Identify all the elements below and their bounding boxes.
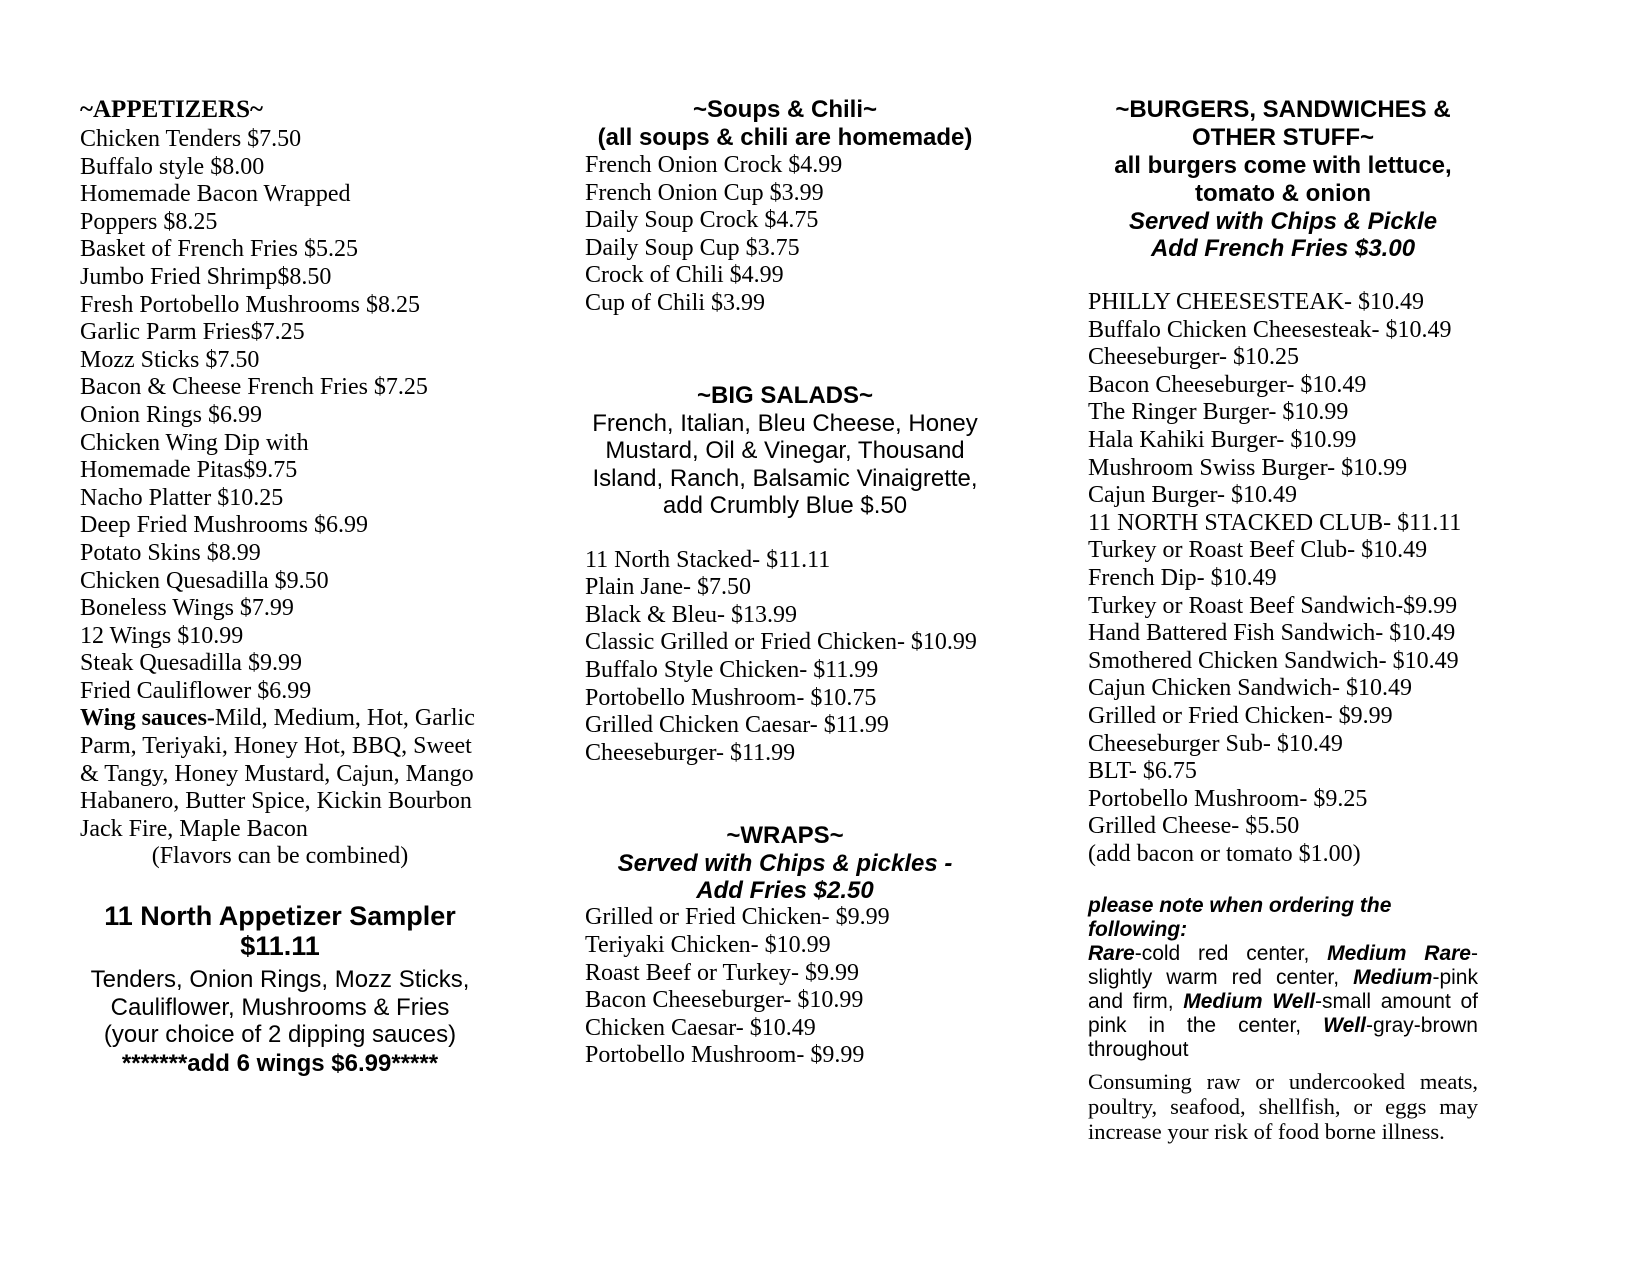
menu-item-line: Cajun Chicken Sandwich- $10.49 [1088,675,1412,702]
menu-item-line: Cheeseburger Sub- $10.49 [1088,730,1343,757]
doneness-paragraph [1088,942,1478,1061]
wing-sauces-label: Wing sauces- [80,705,215,732]
menu-item-line: Chicken Wing Dip with [80,429,309,456]
doneness-desc: -small amount of pink in the center, [1088,990,1478,1037]
menu-item-line: Buffalo Chicken Cheesesteak- $10.49 [1088,316,1452,343]
appetizers-section [80,96,480,1078]
menu-item-line: Portobello Mushroom- $9.99 [585,1042,865,1069]
notes-heading: please note when ordering the following: [1088,894,1392,942]
dressing-line: French, Italian, Bleu Cheese, Honey [592,409,978,437]
sampler-wings-line: *******add 6 wings $6.99***** [121,1049,439,1077]
menu-item-line: Grilled Chicken Caesar- $11.99 [585,712,889,739]
menu-item-line: Basket of French Fries $5.25 [80,236,358,263]
menu-item-line: Daily Soup Crock $4.75 [585,207,819,234]
sampler-line: (your choice of 2 dipping sauces) [103,1021,457,1049]
doneness-term: Medium [1353,966,1433,990]
doneness-desc: -pink and firm, [1088,966,1478,1014]
menu-item-line: Bacon Cheeseburger- $10.49 [1088,371,1367,398]
menu-item-line: Plain Jane- $7.50 [585,574,751,601]
menu-item-line: Fresh Portobello Mushrooms $8.25 [80,291,421,318]
doneness-desc: -gray-brown throughout [1088,1013,1478,1061]
wraps-subtitle-line: Add Fries $2.50 [696,877,874,905]
menu-item-line: Grilled Cheese- $5.50 [1088,813,1300,840]
menu-item-line: 12 Wings $10.99 [80,622,244,649]
menu-item-line: Smothered Chicken Sandwich- $10.49 [1088,647,1459,674]
dressing-line: add Crumbly Blue $.50 [662,492,908,520]
menu-item-line: Nacho Platter $10.25 [80,484,284,511]
burgers-served-note [1088,208,1478,262]
burgers-items [1088,289,1478,868]
doneness-desc: -slightly warm red center, [1088,942,1478,990]
burgers-section [1088,96,1478,1144]
wing-sauces-first-line [80,705,480,733]
sampler-title: 11 North Appetizer Sampler [104,901,456,932]
menu-item-line: Boneless Wings $7.99 [80,595,294,622]
wraps-subtitle [585,850,985,904]
menu-item-line: Bacon Cheeseburger- $10.99 [585,987,864,1014]
menu-item-line: Buffalo style $8.00 [80,153,265,180]
salads-section [585,382,985,768]
menu-item-line: (add bacon or tomato $1.00) [1088,840,1361,867]
menu-item-line: Onion Rings $6.99 [80,401,263,428]
appetizers-items [80,126,480,705]
dressing-line: Mustard, Oil & Vinegar, Thousand [605,437,965,465]
menu-item-line: Mushroom Swiss Burger- $10.99 [1088,454,1408,481]
salads-items [585,547,985,768]
sampler-line: Cauliflower, Mushrooms & Fries [110,993,450,1021]
menu-item-line: Classic Grilled or Fried Chicken- $10.99 [585,629,977,656]
dressing-line: Island, Ranch, Balsamic Vinaigrette, [592,464,978,492]
menu-item-line: Grilled or Fried Chicken- $9.99 [1088,702,1393,729]
menu-item-line: Daily Soup Cup $3.75 [585,234,800,261]
menu-item-line: Chicken Caesar- $10.49 [585,1014,816,1041]
menu-item-line: 11 NORTH STACKED CLUB- $11.11 [1088,509,1462,536]
wing-sauces-line: Habanero, Butter Spice, Kickin Bourbon [80,788,472,815]
menu-item-line: Hala Kahiki Burger- $10.99 [1088,426,1357,453]
menu-item-line: Cheeseburger- $10.25 [1088,344,1300,371]
menu-item-line: Chicken Tenders $7.50 [80,126,302,152]
salads-dressings [585,410,985,520]
burgers-served-line: Add French Fries $3.00 [1150,235,1416,262]
sampler-block [80,901,480,1078]
doneness-term: Medium Well [1183,990,1316,1014]
wing-sauces-line: Parm, Teriyaki, Honey Hot, BBQ, Sweet [80,733,472,760]
menu-item-line: Poppers $8.25 [80,208,218,235]
menu-item-line: Cheeseburger- $11.99 [585,739,796,766]
menu-item-line: BLT- $6.75 [1088,758,1197,785]
food-safety-disclaimer: Consuming raw or undercooked meats, poultry, seafood, shellfish, or eggs may increase your risk of food borne illness. [1088,1069,1478,1144]
appetizers-title: ~APPETIZERS~ [80,96,263,123]
burgers-title [1088,96,1478,152]
menu-item-line: Portobello Mushroom- $9.25 [1088,785,1368,812]
wraps-items [585,904,985,1070]
menu-item-line: 11 North Stacked- $11.11 [585,546,831,573]
soups-items [585,152,985,318]
wing-sauces-line: Jack Fire, Maple Bacon [80,815,308,842]
menu-item-line: Portobello Mushroom- $10.75 [585,684,877,711]
wraps-title: ~WRAPS~ [726,822,844,850]
salads-title: ~BIG SALADS~ [696,381,874,409]
menu-item-line: Turkey or Roast Beef Club- $10.49 [1088,537,1428,564]
menu-item-line: Cajun Burger- $10.49 [1088,482,1298,509]
menu-item-line: PHILLY CHEESESTEAK- $10.49 [1088,289,1425,315]
menu-item-line: Potato Skins $8.99 [80,539,261,566]
wraps-section [585,822,985,1070]
menu-item-line: Black & Bleu- $13.99 [585,601,797,628]
wing-sauces-text: Mild, Medium, Hot, Garlic [214,705,475,732]
wing-sauces-rest [80,733,480,843]
menu-item-line: Mozz Sticks $7.50 [80,346,260,373]
menu-item-line: Steak Quesadilla $9.99 [80,650,302,677]
menu-item-line: The Ringer Burger- $10.99 [1088,399,1349,426]
doneness-term: Rare [1088,942,1135,966]
menu-item-line: Cup of Chili $3.99 [585,289,766,316]
soups-subtitle: (all soups & chili are homemade) [597,124,973,151]
wraps-subtitle-line: Served with Chips & pickles - [617,850,953,878]
flavors-note: (Flavors can be combined) [151,843,409,870]
wing-sauces [80,705,480,843]
menu-item-line: Fried Cauliflower $6.99 [80,677,312,704]
menu-item-line: Teriyaki Chicken- $10.99 [585,931,831,958]
menu-item-line: Turkey or Roast Beef Sandwich-$9.99 [1088,592,1458,619]
middle-column [585,96,985,1070]
doneness-desc: -cold red center, [1134,942,1328,966]
menu-item-line: Garlic Parm Fries$7.25 [80,319,305,346]
soups-title: ~Soups & Chili~ [692,96,878,123]
menu-item-line: Buffalo Style Chicken- $11.99 [585,656,879,683]
menu-item-line: Bacon & Cheese French Fries $7.25 [80,374,428,401]
doneness-term: Well [1323,1013,1366,1037]
menu-item-line: Grilled or Fried Chicken- $9.99 [585,904,890,931]
burgers-subtitle [1088,152,1478,208]
menu-item-line: Chicken Quesadilla $9.50 [80,567,329,594]
soups-section [585,96,985,318]
menu-item-line: Crock of Chili $4.99 [585,262,784,289]
sampler-price: $11.11 [240,931,320,962]
doneness-term: Medium Rare [1327,942,1471,966]
ordering-notes [1088,894,1478,1144]
menu-item-line: Roast Beef or Turkey- $9.99 [585,959,859,986]
menu-item-line: French Onion Crock $4.99 [585,152,843,178]
menu-item-line: French Dip- $10.49 [1088,564,1277,591]
burgers-subtitle-line: all burgers come with lettuce, [1114,152,1452,179]
menu-item-line: Hand Battered Fish Sandwich- $10.49 [1088,620,1456,647]
menu-item-line: Deep Fried Mushrooms $6.99 [80,512,368,539]
menu-item-line: French Onion Cup $3.99 [585,179,824,206]
burgers-served-line: Served with Chips & Pickle [1128,208,1438,235]
menu-item-line: Homemade Bacon Wrapped [80,181,351,208]
wing-sauces-line: & Tangy, Honey Mustard, Cajun, Mango [80,760,474,787]
menu-item-line: Homemade Pitas$9.75 [80,457,298,484]
menu-item-line: Jumbo Fried Shrimp$8.50 [80,263,332,290]
burgers-title-line: ~BURGERS, SANDWICHES & [1115,96,1451,123]
sampler-description [80,966,480,1049]
sampler-line: Tenders, Onion Rings, Mozz Sticks, [90,966,470,994]
burgers-title-line: OTHER STUFF~ [1191,124,1374,151]
burgers-subtitle-line: tomato & onion [1195,180,1371,207]
doneness-segment [1088,942,1327,965]
